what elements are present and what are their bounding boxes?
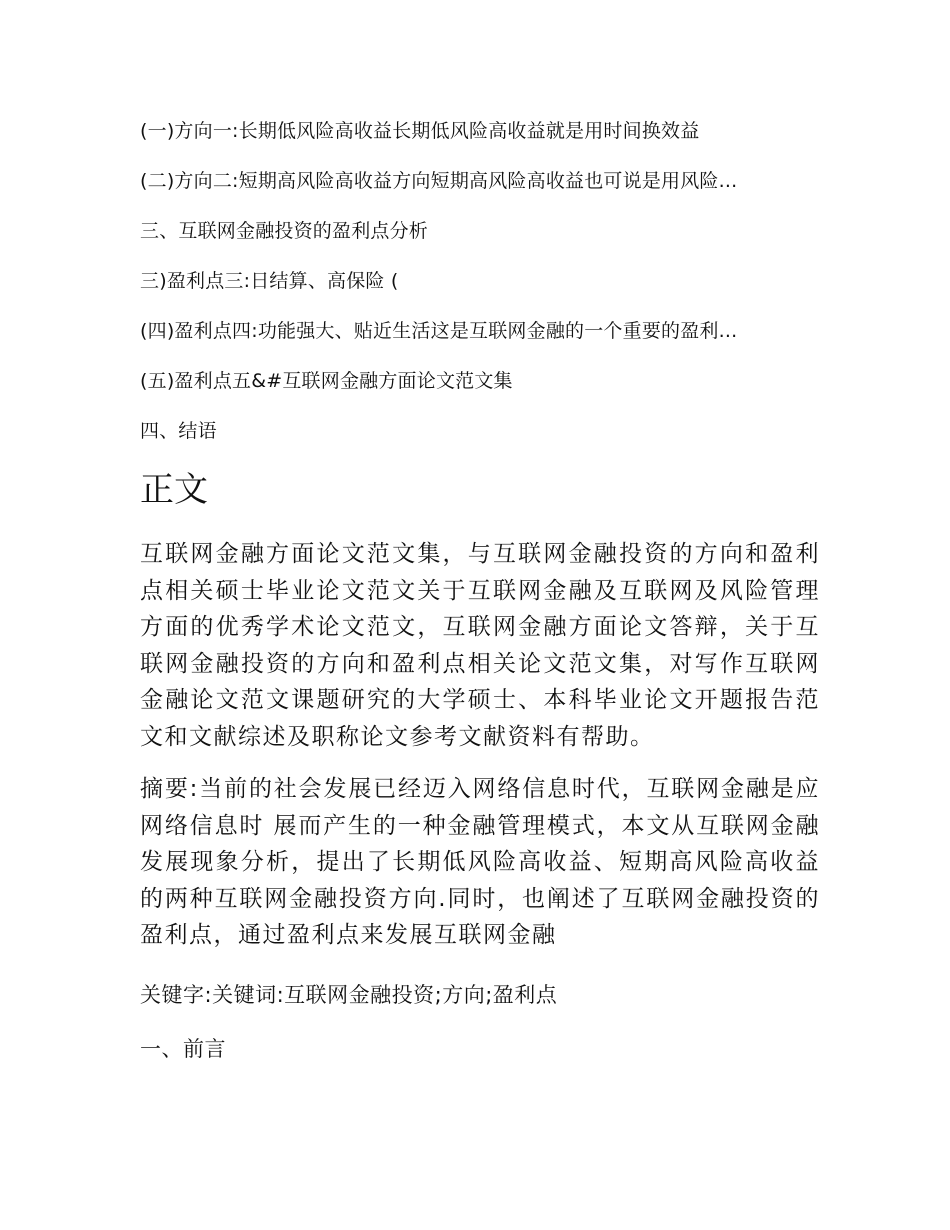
heading-preface: 一、前言: [140, 1036, 226, 1061]
abstract-paragraph: 摘要:当前的社会发展已经迈入网络信息时代，互联网金融是应网络信息时 展而产生的一种金融管理模式，本文从互联网金融发展现象分析，提出了长期低风险高收益、短期高风险高收益的两种互联网金融投资方向.同时，也阐述了互联网金融投资的盈利点，通过盈利点来发展互联网金融: [140, 776, 820, 948]
intro-paragraph: 互联网金融方面论文范文集，与互联网金融投资的方向和盈利点相关硕士毕业论文范文关于互联网金融及互联网及风险管理方面的优秀学术论文范文，互联网金融方面论文答辩，关于互联网金融投资的方向和盈利点相关论文范文集，对写作互联网金融论文范文课题研究的大学硕士、本科毕业论文开题报告范文和文献综述及职称论文参考文献资料有帮助。: [140, 541, 820, 750]
toc-item-direction-one: (一)方向一:长期低风险高收益长期低风险高收益就是用时间换效益: [140, 120, 700, 142]
keywords-line: 关键字:关键词:互联网金融投资;方向;盈利点: [140, 982, 558, 1007]
toc-item-profit-point-three: 三)盈利点三:日结算、高保险 (: [140, 270, 399, 292]
toc-item-conclusion: 四、结语: [140, 420, 217, 442]
toc-item-profit-point-four: (四)盈利点四:功能强大、贴近生活这是互联网金融的一个重要的盈利...: [140, 320, 738, 342]
section-title: 正文: [140, 470, 208, 510]
toc-item-direction-two: (二)方向二:短期高风险高收益方向短期高风险高收益也可说是用风险...: [140, 170, 738, 192]
toc-item-profit-point-five: (五)盈利点五&#互联网金融方面论文范文集: [140, 370, 513, 392]
table-of-contents: [140, 118, 820, 444]
toc-item-section-three: 三、互联网金融投资的盈利点分析: [140, 220, 429, 242]
